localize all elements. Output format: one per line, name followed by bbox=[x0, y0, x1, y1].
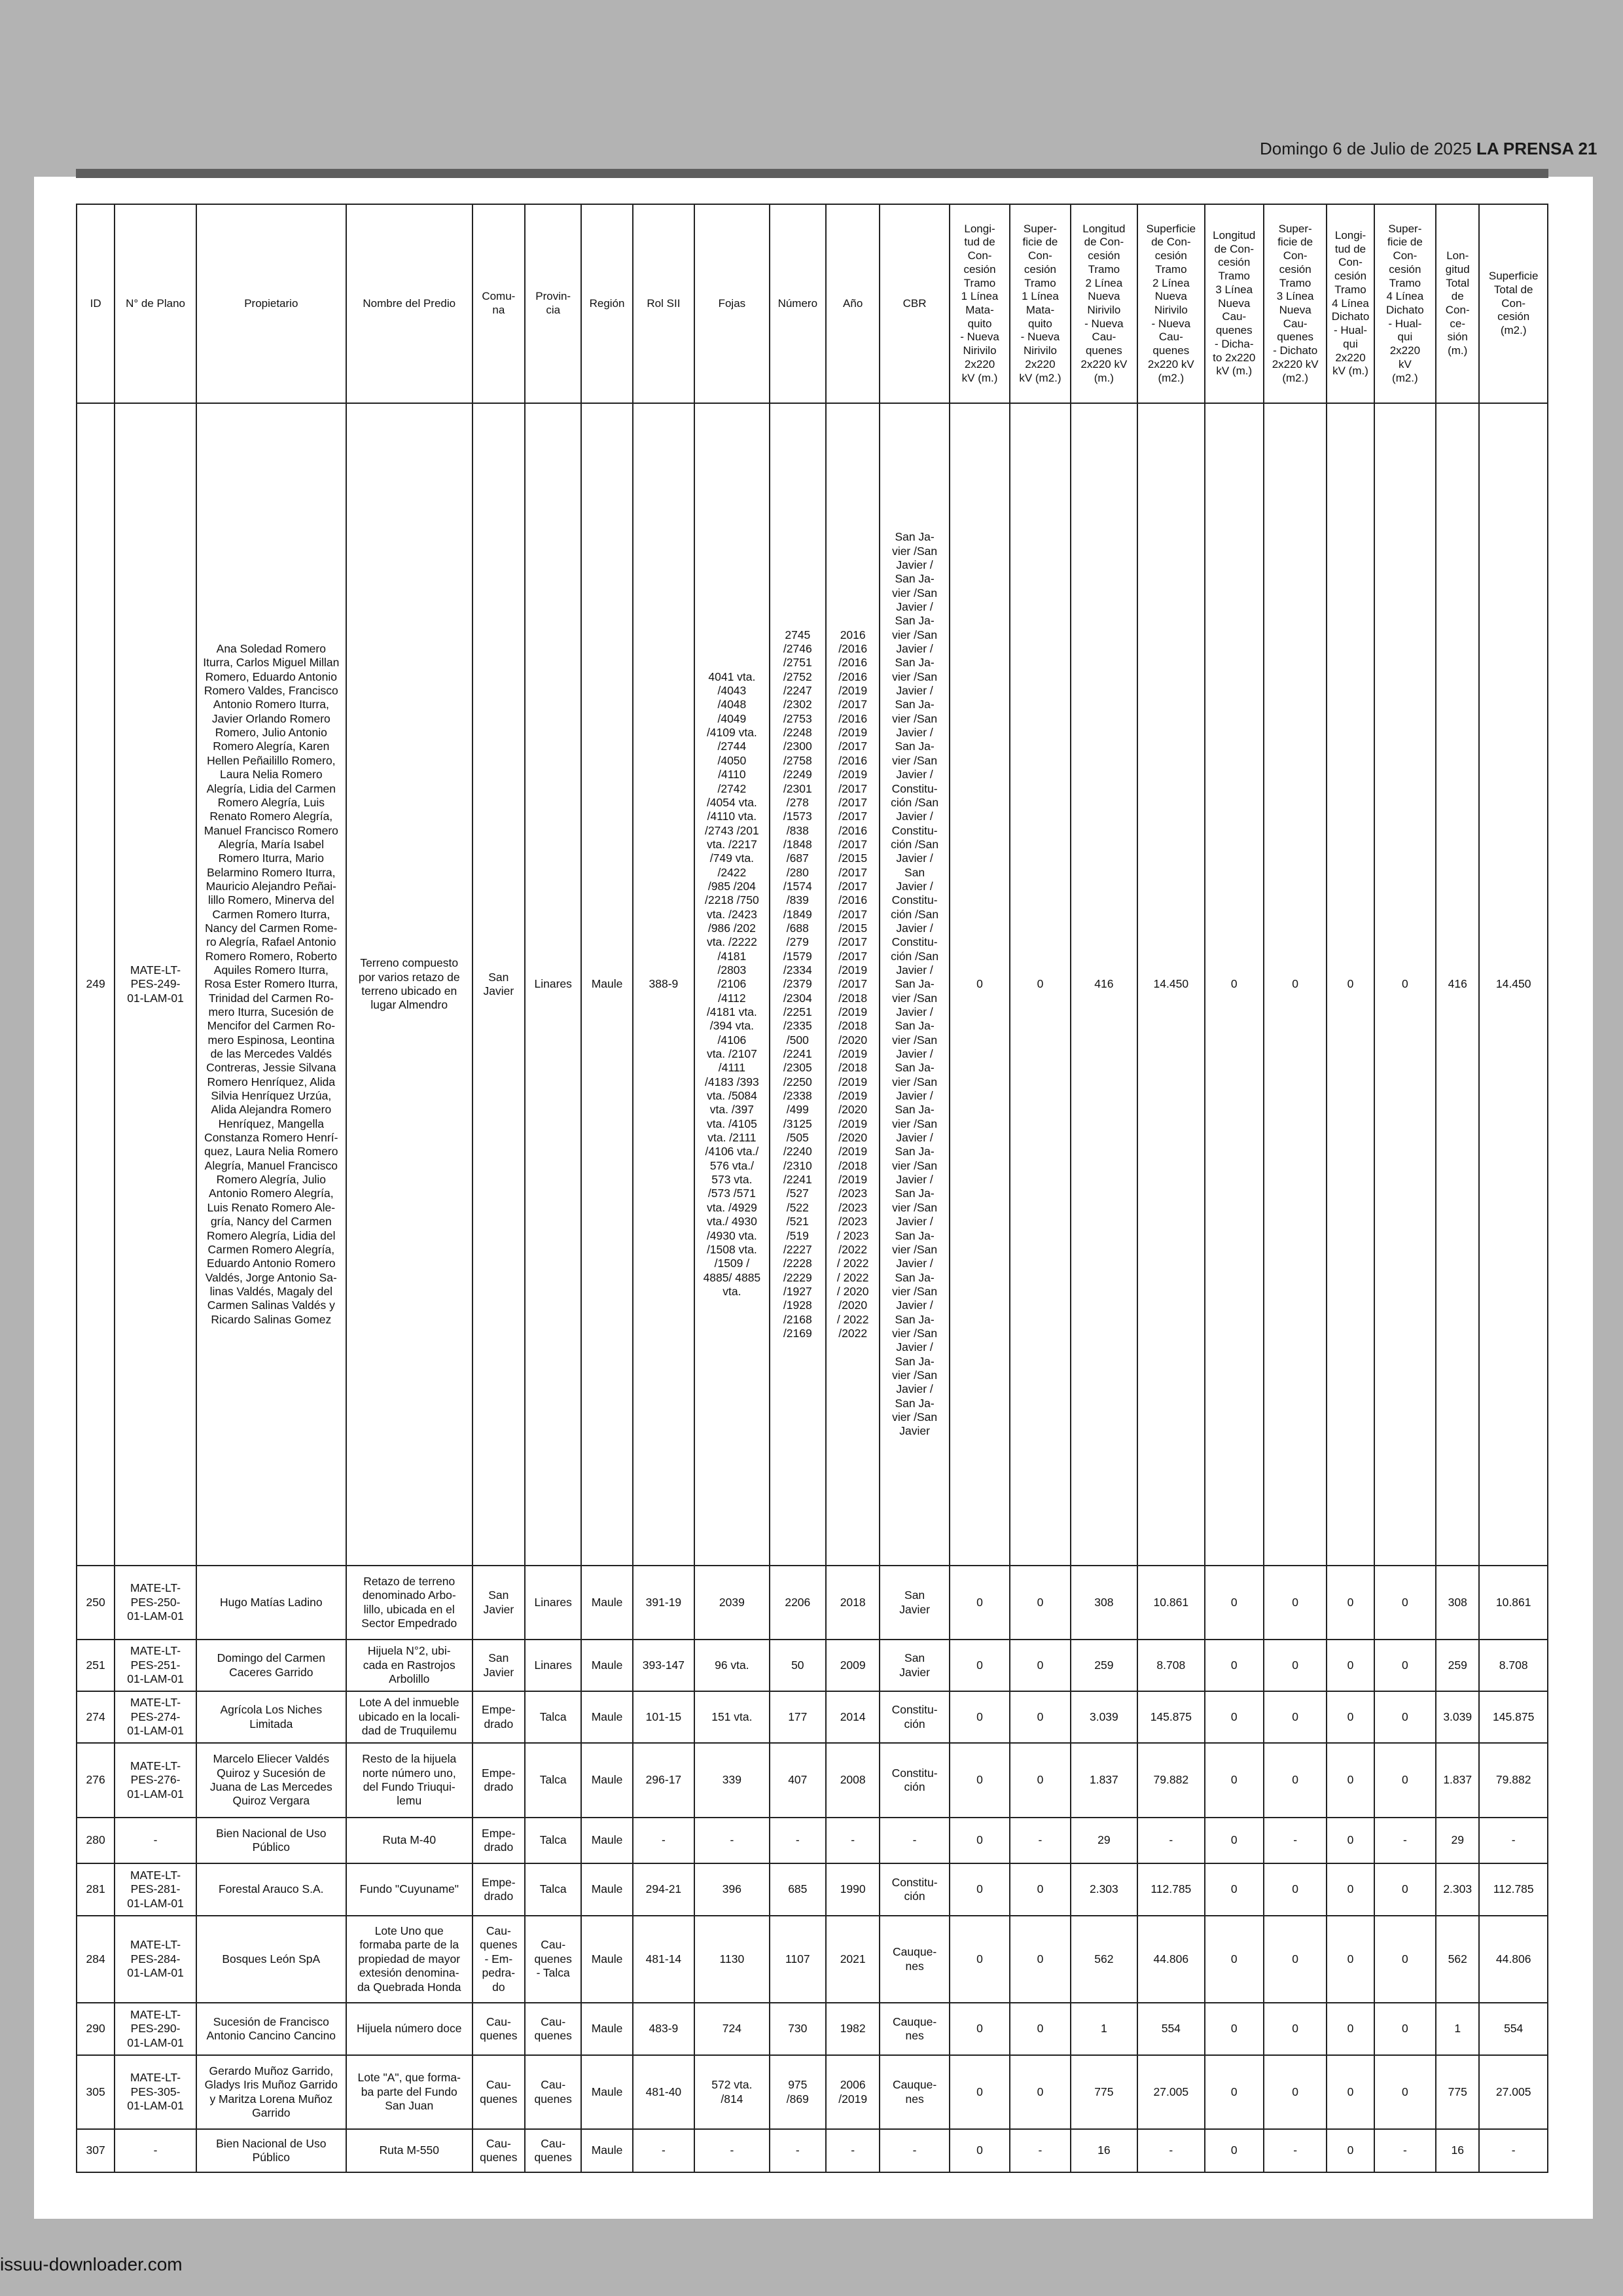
column-header: Longitud de Con- cesión Tramo 2 Línea Nueva Nirivilo - Nueva Cau- quenes 2x220 kV (m.) bbox=[1071, 204, 1137, 403]
cell-totl: 1.837 bbox=[1436, 1743, 1479, 1818]
cell-cbr: Cauque- nes bbox=[880, 2003, 949, 2055]
cell-propietario: Bien Nacional de Uso Público bbox=[196, 2129, 346, 2172]
cell-comuna: San Javier bbox=[473, 403, 525, 1566]
cell-region: Maule bbox=[581, 1566, 632, 1640]
cell-t3l: 0 bbox=[1205, 2055, 1264, 2129]
cell-t4l: 0 bbox=[1327, 403, 1374, 1566]
cell-t1l: 0 bbox=[950, 1691, 1010, 1743]
cell-fojas: 2039 bbox=[694, 1566, 770, 1640]
cell-comuna: Cau- quenes - Em- pedra- do bbox=[473, 1916, 525, 2003]
cell-provincia: Talca bbox=[525, 1691, 581, 1743]
cell-t3s: - bbox=[1264, 1818, 1327, 1863]
cell-t4l: 0 bbox=[1327, 2055, 1374, 2129]
cell-propietario: Gerardo Muñoz Garrido, Gladys Iris Muñoz Garrido y Maritza Lorena Muñoz Garrido bbox=[196, 2055, 346, 2129]
cell-provincia: Linares bbox=[525, 403, 581, 1566]
cell-t3s: 0 bbox=[1264, 1640, 1327, 1691]
cell-t3l: 0 bbox=[1205, 1863, 1264, 1916]
cell-t4s: 0 bbox=[1374, 2003, 1436, 2055]
table-row bbox=[77, 2055, 1548, 2129]
cell-t4s: 0 bbox=[1374, 1691, 1436, 1743]
cell-plano: MATE-LT- PES-274- 01-LAM-01 bbox=[115, 1691, 196, 1743]
cell-t1s: 0 bbox=[1010, 1640, 1070, 1691]
cell-provincia: Cau- quenes bbox=[525, 2129, 581, 2172]
cell-plano: MATE-LT- PES-290- 01-LAM-01 bbox=[115, 2003, 196, 2055]
cell-rol: 483-9 bbox=[633, 2003, 694, 2055]
cell-t3l: 0 bbox=[1205, 2003, 1264, 2055]
column-header: Provin- cia bbox=[525, 204, 581, 403]
cell-predio: Hijuela número doce bbox=[346, 2003, 473, 2055]
cell-t3s: 0 bbox=[1264, 1691, 1327, 1743]
cell-numero: 1107 bbox=[770, 1916, 826, 2003]
column-header: Super- ficie de Con- cesión Tramo 3 Línea Nueva Cau- quenes - Dichato 2x220 kV (m2.) bbox=[1264, 204, 1327, 403]
column-header: Fojas bbox=[694, 204, 770, 403]
cell-totl: 16 bbox=[1436, 2129, 1479, 2172]
cell-t4s: - bbox=[1374, 1818, 1436, 1863]
cell-tots: 79.882 bbox=[1479, 1743, 1548, 1818]
cell-predio: Retazo de terreno denominado Arbo- lillo, ubicada en el Sector Empedrado bbox=[346, 1566, 473, 1640]
cell-region: Maule bbox=[581, 1863, 632, 1916]
cell-rol: - bbox=[633, 1818, 694, 1863]
cell-plano: - bbox=[115, 1818, 196, 1863]
cell-t3s: 0 bbox=[1264, 2055, 1327, 2129]
cell-t1l: 0 bbox=[950, 2055, 1010, 2129]
cell-plano: MATE-LT- PES-250- 01-LAM-01 bbox=[115, 1566, 196, 1640]
column-header: Año bbox=[826, 204, 880, 403]
cell-plano: MATE-LT- PES-249- 01-LAM-01 bbox=[115, 403, 196, 1566]
cell-t4l: 0 bbox=[1327, 1818, 1374, 1863]
cell-tots: 554 bbox=[1479, 2003, 1548, 2055]
cell-tots: - bbox=[1479, 1818, 1548, 1863]
cell-tots: 8.708 bbox=[1479, 1640, 1548, 1691]
cell-totl: 308 bbox=[1436, 1566, 1479, 1640]
cell-anio: 1990 bbox=[826, 1863, 880, 1916]
cell-cbr: - bbox=[880, 2129, 949, 2172]
table-row bbox=[77, 1691, 1548, 1743]
cell-t2l: 775 bbox=[1071, 2055, 1137, 2129]
cell-t1l: 0 bbox=[950, 1863, 1010, 1916]
cell-comuna: San Javier bbox=[473, 1640, 525, 1691]
column-header: Número bbox=[770, 204, 826, 403]
column-header: Lon- gitud Total de Con- ce- sión (m.) bbox=[1436, 204, 1479, 403]
cell-numero: 730 bbox=[770, 2003, 826, 2055]
cell-t2l: 1.837 bbox=[1071, 1743, 1137, 1818]
column-header: Región bbox=[581, 204, 632, 403]
concession-table-container bbox=[76, 204, 1548, 2173]
cell-id: 290 bbox=[77, 2003, 115, 2055]
cell-cbr: - bbox=[880, 1818, 949, 1863]
cell-provincia: Talca bbox=[525, 1818, 581, 1863]
cell-propietario: Bosques León SpA bbox=[196, 1916, 346, 2003]
cell-cbr: San Javier bbox=[880, 1640, 949, 1691]
cell-numero: 975 /869 bbox=[770, 2055, 826, 2129]
cell-anio: 2016 /2016 /2016 /2016 /2019 /2017 /2016 /2019 /2017 /2016 /2019 /2017 /2017 /2017 /2016 /2017 /2015 /2017 /2017 /2016 /2017 /2015 /2017 /2017 /2019 /2017 /2018 /2019 /2018 /2020 /2019 /2018 /2019 /2019 /2020 /2019 /2020 /2019 /2018 /2019 /2023 /2023 /2023 / 2023 /2022 / 2022 / 2022 / 2020 /2020 / 2022 /2022 bbox=[826, 403, 880, 1566]
cell-fojas: 4041 vta. /4043 /4048 /4049 /4109 vta. /2744 /4050 /4110 /2742 /4054 vta. /4110 vta. /2743 /201 vta. /2217 /749 vta. /2422 /985 /204 /2218 /750 vta. /2423 /986 /202 vta. /2222 /4181 /2803 /2106 /4112 /4181 vta. /394 vta. /4106 vta. /2107 /4111 /4183 /393 vta. /5084 vta. /397 vta. /4105 vta. /2111 /4106 vta./ 576 vta./ 573 vta. /573 /571 vta. /4929 vta./ 4930 /4930 vta. /1508 vta. /1509 / 4885/ 4885 vta. bbox=[694, 403, 770, 1566]
cell-fojas: 572 vta. /814 bbox=[694, 2055, 770, 2129]
cell-t3s: 0 bbox=[1264, 1863, 1327, 1916]
cell-t2l: 1 bbox=[1071, 2003, 1137, 2055]
cell-t2s: 44.806 bbox=[1137, 1916, 1204, 2003]
cell-plano: MATE-LT- PES-276- 01-LAM-01 bbox=[115, 1743, 196, 1818]
table-row bbox=[77, 2129, 1548, 2172]
cell-plano: MATE-LT- PES-305- 01-LAM-01 bbox=[115, 2055, 196, 2129]
column-header: CBR bbox=[880, 204, 949, 403]
cell-fojas: 96 vta. bbox=[694, 1640, 770, 1691]
cell-t2s: 10.861 bbox=[1137, 1566, 1204, 1640]
cell-id: 305 bbox=[77, 2055, 115, 2129]
cell-t3s: 0 bbox=[1264, 1916, 1327, 2003]
column-header: Rol SII bbox=[633, 204, 694, 403]
cell-t2s: - bbox=[1137, 2129, 1204, 2172]
cell-anio: 2014 bbox=[826, 1691, 880, 1743]
cell-t1s: 0 bbox=[1010, 2055, 1070, 2129]
column-header: Longi- tud de Con- cesión Tramo 4 Línea Dichato - Hual- qui 2x220 kV (m.) bbox=[1327, 204, 1374, 403]
table-row bbox=[77, 1566, 1548, 1640]
cell-propietario: Sucesión de Francisco Antonio Cancino Cancino bbox=[196, 2003, 346, 2055]
cell-t2s: 554 bbox=[1137, 2003, 1204, 2055]
column-header: Nombre del Predio bbox=[346, 204, 473, 403]
cell-t1s: 0 bbox=[1010, 1743, 1070, 1818]
cell-t2l: 259 bbox=[1071, 1640, 1137, 1691]
cell-t2l: 308 bbox=[1071, 1566, 1137, 1640]
cell-numero: - bbox=[770, 2129, 826, 2172]
cell-t4l: 0 bbox=[1327, 1916, 1374, 2003]
table-header-row bbox=[77, 204, 1548, 403]
cell-provincia: Cau- quenes - Talca bbox=[525, 1916, 581, 2003]
cell-t1s: 0 bbox=[1010, 1691, 1070, 1743]
cell-cbr: Cauque- nes bbox=[880, 1916, 949, 2003]
column-header: Propietario bbox=[196, 204, 346, 403]
cell-numero: 177 bbox=[770, 1691, 826, 1743]
cell-provincia: Linares bbox=[525, 1640, 581, 1691]
cell-t3s: 0 bbox=[1264, 403, 1327, 1566]
cell-region: Maule bbox=[581, 1818, 632, 1863]
column-header: Super- ficie de Con- cesión Tramo 1 Línea Mata- quito - Nueva Nirivilo 2x220 kV (m2.) bbox=[1010, 204, 1070, 403]
cell-anio: 2008 bbox=[826, 1743, 880, 1818]
cell-tots: 10.861 bbox=[1479, 1566, 1548, 1640]
cell-rol: - bbox=[633, 2129, 694, 2172]
column-header: Comu- na bbox=[473, 204, 525, 403]
cell-comuna: Cau- quenes bbox=[473, 2055, 525, 2129]
cell-predio: Terreno compuesto por varios retazo de terreno ubicado en lugar Almendro bbox=[346, 403, 473, 1566]
cell-plano: MATE-LT- PES-284- 01-LAM-01 bbox=[115, 1916, 196, 2003]
column-header: Super- ficie de Con- cesión Tramo 4 Línea Dichato - Hual- qui 2x220 kV (m2.) bbox=[1374, 204, 1436, 403]
cell-cbr: Constitu- ción bbox=[880, 1743, 949, 1818]
cell-propietario: Bien Nacional de Uso Público bbox=[196, 1818, 346, 1863]
cell-fojas: - bbox=[694, 2129, 770, 2172]
cell-t3l: 0 bbox=[1205, 1743, 1264, 1818]
cell-t3s: 0 bbox=[1264, 2003, 1327, 2055]
cell-t3s: 0 bbox=[1264, 1566, 1327, 1640]
cell-fojas: 151 vta. bbox=[694, 1691, 770, 1743]
cell-cbr: San Ja- vier /San Javier / San Ja- vier /San Javier / San Ja- vier /San Javier / San Ja- vier /San Javier / San Ja- vier /San Javier / San Ja- vier /San Javier / Constitu- ción /San Javier / Constitu- ción /San Javier / San Javier / Constitu- ción /San Javier / Constitu- ción /San Javier / San Ja- vier /San Javier / San Ja- vier /San Javier / San Ja- vier /San Javier / San Ja- vier /San Javier / San Ja- vier /San Javier / San Ja- vier /San Javier / San Ja- vier /San Javier / San Ja- vier /San Javier / San Ja- vier /San Javier / San Ja- vier /San Javier / San Ja- vier /San Javier bbox=[880, 403, 949, 1566]
cell-t4l: 0 bbox=[1327, 2129, 1374, 2172]
cell-t4s: 0 bbox=[1374, 1916, 1436, 2003]
cell-t1l: 0 bbox=[950, 2003, 1010, 2055]
cell-anio: 1982 bbox=[826, 2003, 880, 2055]
cell-t1l: 0 bbox=[950, 1916, 1010, 2003]
column-header: Superficie de Con- cesión Tramo 2 Línea Nueva Nirivilo - Nueva Cau- quenes 2x220 kV (m2.) bbox=[1137, 204, 1204, 403]
cell-fojas: 1130 bbox=[694, 1916, 770, 2003]
cell-id: 274 bbox=[77, 1691, 115, 1743]
cell-t4l: 0 bbox=[1327, 1743, 1374, 1818]
cell-predio: Ruta M-550 bbox=[346, 2129, 473, 2172]
cell-numero: 685 bbox=[770, 1863, 826, 1916]
column-header: ID bbox=[77, 204, 115, 403]
cell-cbr: San Javier bbox=[880, 1566, 949, 1640]
cell-rol: 101-15 bbox=[633, 1691, 694, 1743]
cell-propietario: Marcelo Eliecer Valdés Quiroz y Sucesión de Juana de Las Mercedes Quiroz Vergara bbox=[196, 1743, 346, 1818]
cell-t1l: 0 bbox=[950, 403, 1010, 1566]
cell-t2s: 8.708 bbox=[1137, 1640, 1204, 1691]
cell-tots: 27.005 bbox=[1479, 2055, 1548, 2129]
cell-t1l: 0 bbox=[950, 1818, 1010, 1863]
cell-t4s: 0 bbox=[1374, 403, 1436, 1566]
cell-fojas: - bbox=[694, 1818, 770, 1863]
cell-totl: 29 bbox=[1436, 1818, 1479, 1863]
cell-t3s: - bbox=[1264, 2129, 1327, 2172]
cell-rol: 294-21 bbox=[633, 1863, 694, 1916]
cell-numero: 2745 /2746 /2751 /2752 /2247 /2302 /2753 /2248 /2300 /2758 /2249 /2301 /278 /1573 /838 /1848 /687 /280 /1574 /839 /1849 /688 /279 /1579 /2334 /2379 /2304 /2251 /2335 /500 /2241 /2305 /2250 /2338 /499 /3125 /505 /2240 /2310 /2241 /527 /522 /521 /519 /2227 /2228 /2229 /1927 /1928 /2168 /2169 bbox=[770, 403, 826, 1566]
cell-tots: 14.450 bbox=[1479, 403, 1548, 1566]
cell-rol: 388-9 bbox=[633, 403, 694, 1566]
cell-totl: 775 bbox=[1436, 2055, 1479, 2129]
cell-provincia: Linares bbox=[525, 1566, 581, 1640]
cell-t2l: 16 bbox=[1071, 2129, 1137, 2172]
cell-region: Maule bbox=[581, 1916, 632, 2003]
cell-t2s: 27.005 bbox=[1137, 2055, 1204, 2129]
cell-predio: Hijuela N°2, ubi- cada en Rastrojos Arbolillo bbox=[346, 1640, 473, 1691]
cell-t2s: 145.875 bbox=[1137, 1691, 1204, 1743]
cell-comuna: San Javier bbox=[473, 1566, 525, 1640]
cell-t4l: 0 bbox=[1327, 1691, 1374, 1743]
cell-provincia: Cau- quenes bbox=[525, 2055, 581, 2129]
cell-t4s: 0 bbox=[1374, 1640, 1436, 1691]
cell-region: Maule bbox=[581, 2003, 632, 2055]
cell-totl: 562 bbox=[1436, 1916, 1479, 2003]
cell-provincia: Talca bbox=[525, 1863, 581, 1916]
footer-watermark: issuu-downloader.com bbox=[0, 2254, 183, 2274]
cell-rol: 481-40 bbox=[633, 2055, 694, 2129]
table-row bbox=[77, 1818, 1548, 1863]
table-row bbox=[77, 2003, 1548, 2055]
cell-id: 284 bbox=[77, 1916, 115, 2003]
column-header: Superficie Total de Con- cesión (m2.) bbox=[1479, 204, 1548, 403]
cell-t2l: 416 bbox=[1071, 403, 1137, 1566]
table-row bbox=[77, 1863, 1548, 1916]
cell-id: 281 bbox=[77, 1863, 115, 1916]
cell-anio: 2021 bbox=[826, 1916, 880, 2003]
table-row bbox=[77, 1743, 1548, 1818]
cell-region: Maule bbox=[581, 2129, 632, 2172]
cell-predio: Lote Uno que formaba parte de la propiedad de mayor extesión denomina- da Quebrada Honda bbox=[346, 1916, 473, 2003]
cell-comuna: Empe- drado bbox=[473, 1818, 525, 1863]
cell-comuna: Empe- drado bbox=[473, 1863, 525, 1916]
cell-t2s: 79.882 bbox=[1137, 1743, 1204, 1818]
cell-region: Maule bbox=[581, 1743, 632, 1818]
cell-totl: 416 bbox=[1436, 403, 1479, 1566]
cell-region: Maule bbox=[581, 403, 632, 1566]
header-paper-page: LA PRENSA 21 bbox=[1476, 139, 1597, 158]
cell-t2l: 29 bbox=[1071, 1818, 1137, 1863]
cell-t2s: 112.785 bbox=[1137, 1863, 1204, 1916]
cell-t1l: 0 bbox=[950, 1743, 1010, 1818]
cell-numero: 407 bbox=[770, 1743, 826, 1818]
cell-t4s: 0 bbox=[1374, 2055, 1436, 2129]
cell-fojas: 339 bbox=[694, 1743, 770, 1818]
cell-t3l: 0 bbox=[1205, 1691, 1264, 1743]
cell-comuna: Empe- drado bbox=[473, 1743, 525, 1818]
cell-totl: 2.303 bbox=[1436, 1863, 1479, 1916]
cell-predio: Fundo "Cuyuname" bbox=[346, 1863, 473, 1916]
cell-predio: Lote A del inmueble ubicado en la locali- dad de Truquilemu bbox=[346, 1691, 473, 1743]
cell-id: 307 bbox=[77, 2129, 115, 2172]
cell-t4s: 0 bbox=[1374, 1863, 1436, 1916]
cell-plano: MATE-LT- PES-251- 01-LAM-01 bbox=[115, 1640, 196, 1691]
cell-t1s: 0 bbox=[1010, 403, 1070, 1566]
table-row bbox=[77, 1916, 1548, 2003]
cell-t1l: 0 bbox=[950, 1566, 1010, 1640]
cell-tots: 145.875 bbox=[1479, 1691, 1548, 1743]
cell-tots: 112.785 bbox=[1479, 1863, 1548, 1916]
cell-t3s: 0 bbox=[1264, 1743, 1327, 1818]
cell-rol: 391-19 bbox=[633, 1566, 694, 1640]
cell-t2l: 2.303 bbox=[1071, 1863, 1137, 1916]
cell-propietario: Hugo Matías Ladino bbox=[196, 1566, 346, 1640]
cell-t3l: 0 bbox=[1205, 403, 1264, 1566]
cell-rol: 481-14 bbox=[633, 1916, 694, 2003]
table-row bbox=[77, 1640, 1548, 1691]
cell-t2l: 562 bbox=[1071, 1916, 1137, 2003]
cell-anio: 2006 /2019 bbox=[826, 2055, 880, 2129]
cell-t3l: 0 bbox=[1205, 2129, 1264, 2172]
cell-totl: 1 bbox=[1436, 2003, 1479, 2055]
cell-anio: 2009 bbox=[826, 1640, 880, 1691]
cell-predio: Lote "A", que forma- ba parte del Fundo San Juan bbox=[346, 2055, 473, 2129]
cell-t3l: 0 bbox=[1205, 1818, 1264, 1863]
cell-t4l: 0 bbox=[1327, 1640, 1374, 1691]
cell-fojas: 396 bbox=[694, 1863, 770, 1916]
cell-numero: 50 bbox=[770, 1640, 826, 1691]
cell-t2l: 3.039 bbox=[1071, 1691, 1137, 1743]
cell-cbr: Constitu- ción bbox=[880, 1863, 949, 1916]
cell-t1s: 0 bbox=[1010, 2003, 1070, 2055]
cell-numero: 2206 bbox=[770, 1566, 826, 1640]
cell-region: Maule bbox=[581, 1691, 632, 1743]
cell-t4l: 0 bbox=[1327, 2003, 1374, 2055]
header-rule bbox=[76, 169, 1548, 178]
cell-totl: 259 bbox=[1436, 1640, 1479, 1691]
cell-plano: - bbox=[115, 2129, 196, 2172]
cell-anio: - bbox=[826, 2129, 880, 2172]
cell-t4s: 0 bbox=[1374, 1743, 1436, 1818]
cell-t3l: 0 bbox=[1205, 1640, 1264, 1691]
column-header: Longitud de Con- cesión Tramo 3 Línea Nueva Cau- quenes - Dicha- to 2x220 kV (m.) bbox=[1205, 204, 1264, 403]
cell-rol: 296-17 bbox=[633, 1743, 694, 1818]
cell-anio: 2018 bbox=[826, 1566, 880, 1640]
cell-t1l: 0 bbox=[950, 2129, 1010, 2172]
cell-totl: 3.039 bbox=[1436, 1691, 1479, 1743]
cell-anio: - bbox=[826, 1818, 880, 1863]
cell-id: 280 bbox=[77, 1818, 115, 1863]
cell-t1s: 0 bbox=[1010, 1916, 1070, 2003]
cell-id: 276 bbox=[77, 1743, 115, 1818]
cell-t4l: 0 bbox=[1327, 1566, 1374, 1640]
cell-comuna: Cau- quenes bbox=[473, 2003, 525, 2055]
cell-t1s: - bbox=[1010, 2129, 1070, 2172]
cell-id: 251 bbox=[77, 1640, 115, 1691]
cell-fojas: 724 bbox=[694, 2003, 770, 2055]
cell-provincia: Talca bbox=[525, 1743, 581, 1818]
cell-tots: 44.806 bbox=[1479, 1916, 1548, 2003]
cell-comuna: Empe- drado bbox=[473, 1691, 525, 1743]
cell-cbr: Constitu- ción bbox=[880, 1691, 949, 1743]
cell-t1l: 0 bbox=[950, 1640, 1010, 1691]
cell-region: Maule bbox=[581, 1640, 632, 1691]
cell-cbr: Cauque- nes bbox=[880, 2055, 949, 2129]
cell-t1s: - bbox=[1010, 1818, 1070, 1863]
cell-propietario: Agrícola Los Niches Limitada bbox=[196, 1691, 346, 1743]
cell-id: 249 bbox=[77, 403, 115, 1566]
column-header: Longi- tud de Con- cesión Tramo 1 Línea Mata- quito - Nueva Nirivilo 2x220 kV (m.) bbox=[950, 204, 1010, 403]
cell-t2s: 14.450 bbox=[1137, 403, 1204, 1566]
cell-t3l: 0 bbox=[1205, 1916, 1264, 2003]
cell-t1s: 0 bbox=[1010, 1863, 1070, 1916]
cell-t4s: 0 bbox=[1374, 1566, 1436, 1640]
cell-predio: Ruta M-40 bbox=[346, 1818, 473, 1863]
cell-t4l: 0 bbox=[1327, 1863, 1374, 1916]
cell-t2s: - bbox=[1137, 1818, 1204, 1863]
concession-table bbox=[76, 204, 1548, 2173]
cell-predio: Resto de la hijuela norte número uno, del Fundo Triuqui- lemu bbox=[346, 1743, 473, 1818]
cell-t3l: 0 bbox=[1205, 1566, 1264, 1640]
table-row bbox=[77, 403, 1548, 1566]
cell-id: 250 bbox=[77, 1566, 115, 1640]
cell-propietario: Ana Soledad Romero Iturra, Carlos Miguel Millan Romero, Eduardo Antonio Romero Valdes, Francisco Antonio Romero Iturra, Javier Orlando Romero Romero, Julio Antonio Romero Alegría, Karen Hellen Peñailillo Romero, Laura Nelia Romero Alegría, Lidia del Carmen Romero Alegría, Luis Renato Romero Alegría, Manuel Francisco Romero Alegría, María Isabel Romero Iturra, Mario Belarmino Romero Iturra, Mauricio Alejandro Peñai- lillo Romero, Minerva del Carmen Romero Iturra, Nancy del Carmen Rome- ro Alegría, Rafael Antonio Romero Romero, Roberto Aquiles Romero Iturra, Rosa Ester Romero Iturra, Trinidad del Carmen Ro- mero Iturra, Sucesión de Mencifor del Carmen Ro- mero Espinosa, Leontina de las Mercedes Valdés Contreras, Jessie Silvana Romero Henríquez, Alida Silvia Henríquez Urzúa, Alida Alejandra Romero Henríquez, Mangella Constanza Romero Henrí- quez, Laura Nelia Romero Alegría, Manuel Francisco Romero Alegría, Julio Antonio Romero Alegría, Luis Renato Romero Ale- gría, Nancy del Carmen Romero Alegría, Lidia del Carmen Romero Alegría, Eduardo Antonio Romero Valdés, Jorge Antonio Sa- linas Valdés, Magaly del Carmen Salinas Valdés y Ricardo Salinas Gomez bbox=[196, 403, 346, 1566]
header-date: Domingo 6 de Julio de 2025 bbox=[1260, 139, 1472, 158]
cell-provincia: Cau- quenes bbox=[525, 2003, 581, 2055]
page-header bbox=[1260, 139, 1597, 159]
cell-propietario: Domingo del Carmen Caceres Garrido bbox=[196, 1640, 346, 1691]
column-header: N° de Plano bbox=[115, 204, 196, 403]
cell-tots: - bbox=[1479, 2129, 1548, 2172]
cell-propietario: Forestal Arauco S.A. bbox=[196, 1863, 346, 1916]
table-body bbox=[77, 403, 1548, 2172]
cell-plano: MATE-LT- PES-281- 01-LAM-01 bbox=[115, 1863, 196, 1916]
cell-comuna: Cau- quenes bbox=[473, 2129, 525, 2172]
cell-region: Maule bbox=[581, 2055, 632, 2129]
cell-t4s: - bbox=[1374, 2129, 1436, 2172]
cell-t1s: 0 bbox=[1010, 1566, 1070, 1640]
cell-numero: - bbox=[770, 1818, 826, 1863]
cell-rol: 393-147 bbox=[633, 1640, 694, 1691]
